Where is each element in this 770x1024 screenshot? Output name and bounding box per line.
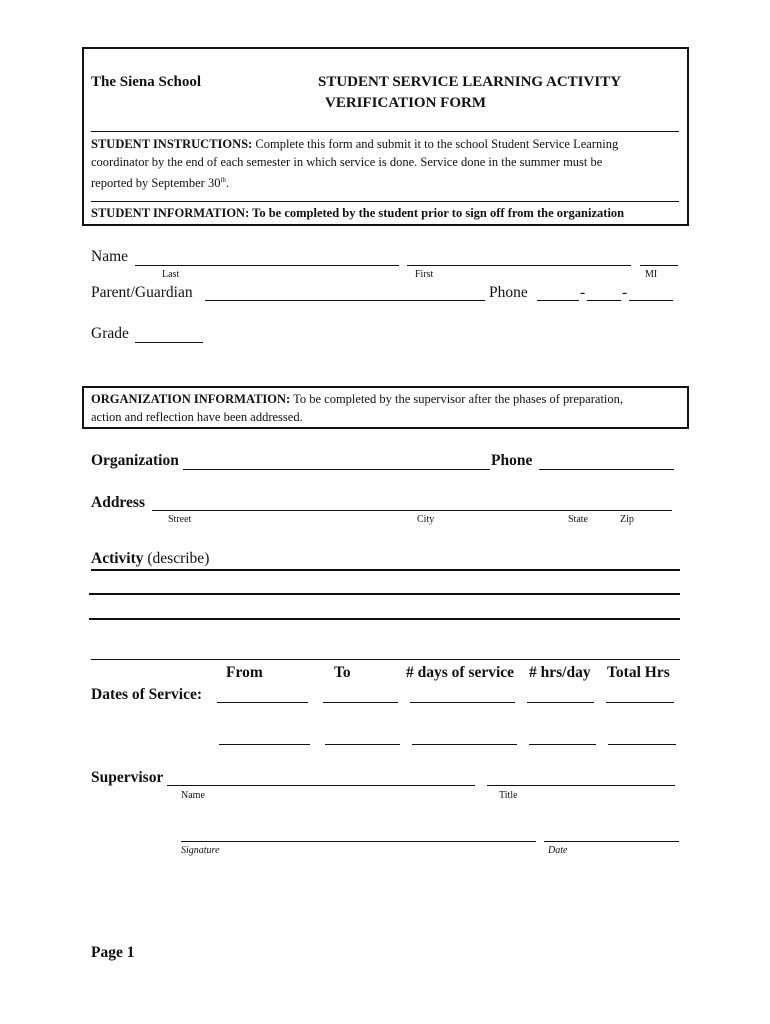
from-field-2[interactable] <box>219 744 310 745</box>
activity-line-1[interactable] <box>91 569 680 571</box>
total-field-1[interactable] <box>606 702 674 703</box>
col-from: From <box>226 664 263 681</box>
org-info-text-2: action and reflection have been addressed. <box>91 410 303 424</box>
activity-label-group <box>91 550 209 568</box>
parent-label: Parent/Guardian <box>91 284 193 301</box>
from-field-1[interactable] <box>217 702 308 703</box>
student-instructions <box>91 135 681 192</box>
phone-dash-2: - <box>622 284 628 301</box>
form-title-line1: STUDENT SERVICE LEARNING ACTIVITY <box>318 74 622 90</box>
parent-field[interactable] <box>205 300 485 301</box>
instructions-sup: th <box>220 176 226 184</box>
hrs-field-1[interactable] <box>527 702 594 703</box>
org-info-text-1: To be completed by the supervisor after the phases of preparation, <box>290 392 624 406</box>
organization-field[interactable] <box>183 469 490 470</box>
header-divider <box>91 131 679 132</box>
student-phone-prefix-field[interactable] <box>587 300 621 301</box>
first-name-field[interactable] <box>407 265 631 266</box>
activity-label: Activity <box>91 550 144 567</box>
supervisor-label: Supervisor <box>91 769 164 786</box>
activity-line-4[interactable] <box>91 659 680 660</box>
student-phone-line-field[interactable] <box>629 300 673 301</box>
instructions-divider <box>91 201 679 202</box>
student-info-header: STUDENT INFORMATION: To be completed by the student prior to sign off from the organization <box>91 206 625 220</box>
first-caption: First <box>415 269 434 280</box>
zip-caption: Zip <box>620 514 634 525</box>
instructions-text-1: Complete this form and submit it to the school Student Service Learning <box>252 137 619 151</box>
org-instructions <box>91 390 681 426</box>
organization-label: Organization <box>91 452 179 469</box>
org-phone-label: Phone <box>491 452 533 469</box>
instructions-label: STUDENT INSTRUCTIONS: <box>91 137 253 151</box>
date-field[interactable] <box>544 841 679 842</box>
total-field-2[interactable] <box>608 744 676 745</box>
form-title-line2: VERIFICATION FORM <box>325 95 486 111</box>
supervisor-name-field[interactable] <box>167 785 475 786</box>
days-field-2[interactable] <box>412 744 517 745</box>
instructions-text-2: coordinator by the end of each semester in which service is done. Service done in the summer must be <box>91 155 603 169</box>
to-field-2[interactable] <box>325 744 400 745</box>
supervisor-name-caption: Name <box>181 790 205 801</box>
days-field-1[interactable] <box>410 702 515 703</box>
activity-line-3[interactable] <box>89 618 680 620</box>
col-hrs: # hrs/day <box>529 664 591 681</box>
name-label: Name <box>91 248 129 265</box>
instructions-text-3: reported by September 30 <box>91 176 221 191</box>
hrs-field-2[interactable] <box>529 744 596 745</box>
activity-line-2[interactable] <box>89 593 680 595</box>
org-phone-field[interactable] <box>539 469 674 470</box>
address-field[interactable] <box>152 510 672 511</box>
address-label: Address <box>91 494 145 511</box>
grade-label: Grade <box>91 325 129 342</box>
state-caption: State <box>568 514 588 525</box>
page-number: Page 1 <box>91 944 135 961</box>
grade-field[interactable] <box>135 342 203 343</box>
student-phone-area-field[interactable] <box>537 300 579 301</box>
date-caption: Date <box>548 845 568 856</box>
school-name: The Siena School <box>91 74 202 90</box>
dates-label: Dates of Service: <box>91 686 203 703</box>
last-caption: Last <box>162 269 180 280</box>
supervisor-title-caption: Title <box>499 790 518 801</box>
activity-hint: (describe) <box>143 550 210 567</box>
signature-field[interactable] <box>181 841 536 842</box>
student-phone-label: Phone <box>489 284 528 301</box>
street-caption: Street <box>168 514 192 525</box>
col-to: To <box>334 664 351 681</box>
city-caption: City <box>417 514 435 525</box>
org-info-label: ORGANIZATION INFORMATION: <box>91 392 291 406</box>
to-field-1[interactable] <box>323 702 398 703</box>
mi-caption: MI <box>645 269 658 280</box>
col-days: # days of service <box>406 664 515 681</box>
supervisor-title-field[interactable] <box>487 785 675 786</box>
mi-field[interactable] <box>640 265 678 266</box>
col-total: Total Hrs <box>607 664 670 681</box>
instructions-end: . <box>225 176 230 191</box>
signature-caption: Signature <box>181 845 220 856</box>
phone-dash-1: - <box>580 284 586 301</box>
last-name-field[interactable] <box>135 265 399 266</box>
